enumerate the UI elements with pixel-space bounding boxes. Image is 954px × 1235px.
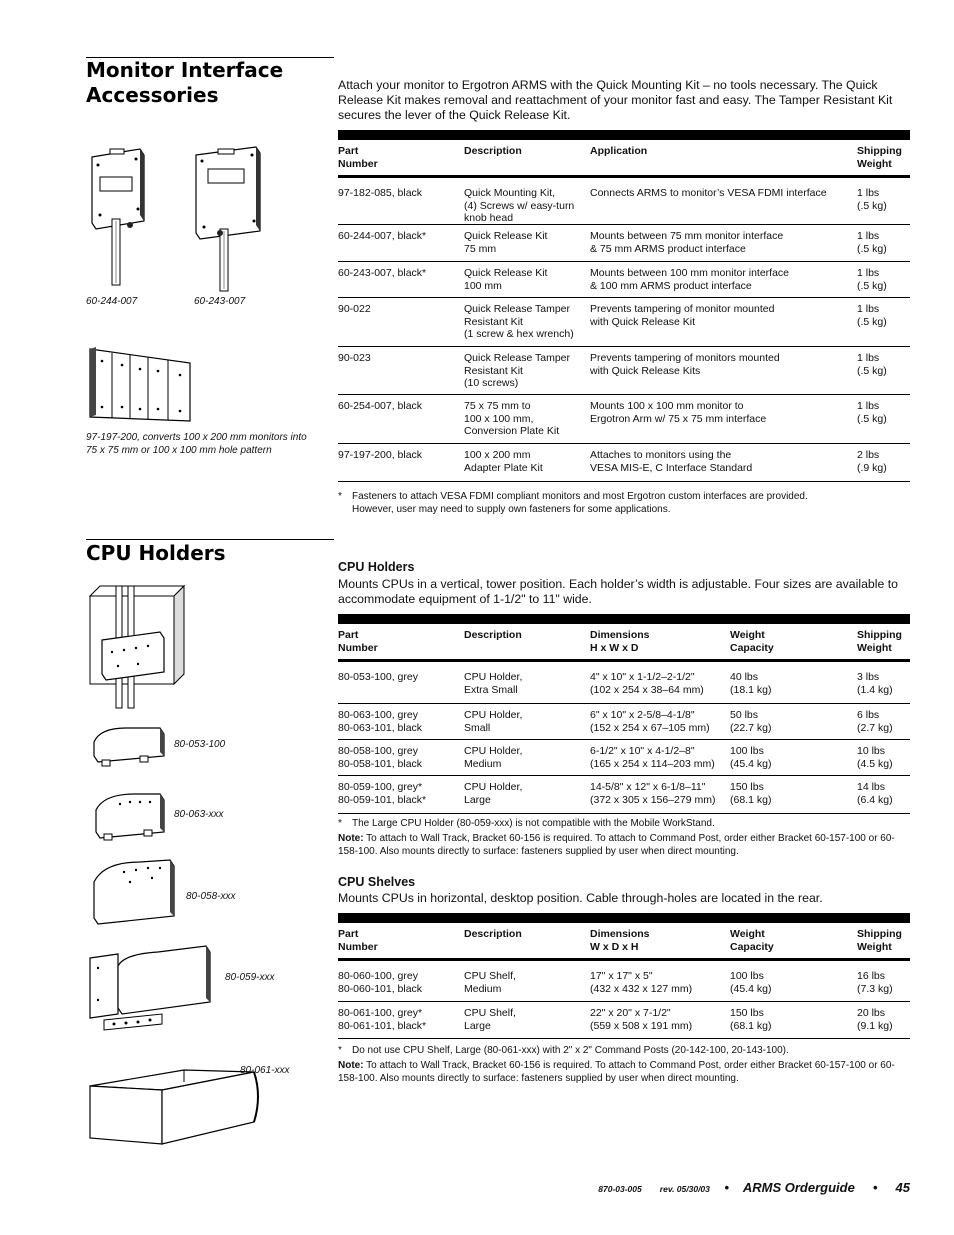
cell-application: Mounts between 75 mm monitor interface & 75 mm ARMS product interface — [590, 230, 784, 255]
cell-part: 80-059-100, grey* 80-059-101, black* — [338, 781, 427, 806]
cell-part: 80-060-100, grey 80-060-101, black — [338, 970, 423, 995]
holders-footnote-mark: * — [338, 818, 342, 829]
header-weight-capacity: Weight Capacity — [730, 629, 774, 654]
header-dimensions: Dimensions W x D x H — [590, 928, 650, 953]
caption-80-059-xxx: 80-059-xxx — [225, 972, 275, 983]
table-row — [338, 225, 910, 262]
cell-part: 80-058-100, grey 80-058-101, black — [338, 745, 423, 770]
cell-weight: 1 lbs (.5 kg) — [857, 187, 887, 212]
cell-dimensions: 14-5/8" x 12" x 6-1/8–11" (372 x 305 x 156–279 mm) — [590, 781, 716, 806]
cpu-holders-subhead: CPU Holders — [338, 560, 415, 574]
holders-note — [338, 832, 910, 858]
cell-part: 60-244-007, black* — [338, 230, 427, 242]
cell-part: 60-243-007, black* — [338, 267, 427, 279]
table-top-bar — [338, 130, 910, 140]
cell-capacity: 40 lbs (18.1 kg) — [730, 671, 772, 696]
monitor-title-line1: Monitor Interface — [86, 58, 284, 82]
cell-weight: 1 lbs (.5 kg) — [857, 303, 887, 328]
section-rule-cpu — [86, 539, 334, 540]
header-dimensions: Dimensions H x W x D — [590, 629, 650, 654]
cell-description: CPU Holder, Large — [464, 781, 523, 806]
cpu-shelves-table — [338, 913, 910, 1039]
shelves-footnote: Do not use CPU Shelf, Large (80-061-xxx) with 2" x 2" Command Posts (20-142-100, 20-143-100). — [352, 1045, 789, 1056]
holders-note-label: Note: — [338, 833, 364, 844]
cpu-holder-mounted-illustration — [88, 582, 188, 710]
table-row — [338, 740, 910, 776]
cell-dimensions: 6-1/2" x 10" x 4-1/2–8" (165 x 254 x 114–203 mm) — [590, 745, 715, 770]
cpu-shelves-subhead: CPU Shelves — [338, 875, 416, 889]
table-top-bar — [338, 614, 910, 624]
caption-60-243-007: 60-243-007 — [194, 296, 246, 307]
cell-application: Attaches to monitors using the VESA MIS-E, C Interface Standard — [590, 449, 753, 474]
page-footer — [598, 1180, 910, 1195]
cpu-holder-large-illustration — [88, 944, 214, 1038]
cell-description: 100 x 200 mm Adapter Plate Kit — [464, 449, 543, 474]
table-row — [338, 961, 910, 1002]
shelves-note-text: To attach to Wall Track, Bracket 60-156 is required. To attach to Command Post, order either Bracket 60-157-100 or 60-158-100. Also mounts directly to surface: fasteners supplied by user when direct mounting. — [338, 1060, 895, 1084]
cell-description: Quick Release Kit 75 mm — [464, 230, 548, 255]
header-shipping-weight: Shipping Weight — [857, 629, 902, 654]
footer-revision: rev. 05/30/03 — [659, 1184, 710, 1194]
table-row — [338, 704, 910, 740]
cell-application: Prevents tampering of monitors mounted with Quick Release Kits — [590, 352, 780, 377]
cell-application: Mounts between 100 mm monitor interface & 100 mm ARMS product interface — [590, 267, 790, 292]
cell-dimensions: 4" x 10" x 1-1/2–2-1/2" (102 x 254 x 38–64 mm) — [590, 671, 704, 696]
shelves-footnote-mark: * — [338, 1045, 342, 1056]
table-row — [338, 178, 910, 225]
cpu-section-title: CPU Holders — [86, 541, 226, 565]
table-top-bar — [338, 913, 910, 923]
cell-weight: 6 lbs (2.7 kg) — [857, 709, 893, 734]
caption-60-244-007: 60-244-007 — [86, 296, 138, 307]
cell-part: 60-254-007, black — [338, 400, 423, 412]
quick-release-75-illustration — [88, 145, 150, 287]
cell-capacity: 100 lbs (45.4 kg) — [730, 970, 772, 995]
table-row — [338, 662, 910, 704]
cpu-holder-xs-illustration — [90, 722, 168, 770]
table-header-row — [338, 923, 910, 961]
cell-description: Quick Release Tamper Resistant Kit (10 screws) — [464, 352, 571, 389]
header-part-number: Part Number — [338, 629, 378, 654]
quick-release-100-illustration — [192, 145, 264, 293]
cell-application: Prevents tampering of monitor mounted with Quick Release Kit — [590, 303, 775, 328]
footer-page-number: 45 — [895, 1180, 910, 1195]
table-row — [338, 776, 910, 814]
monitor-footnote-mark: * — [338, 491, 342, 502]
table-header-row — [338, 624, 910, 662]
cell-part: 80-053-100, grey — [338, 671, 418, 683]
cell-description: Quick Release Tamper Resistant Kit (1 screw & hex wrench) — [464, 303, 574, 340]
header-description: Description — [464, 145, 522, 157]
monitor-section-title — [86, 58, 283, 108]
cell-weight: 16 lbs (7.3 kg) — [857, 970, 893, 995]
cell-weight: 2 lbs (.9 kg) — [857, 449, 887, 474]
cell-part: 97-182-085, black — [338, 187, 423, 199]
cell-description: CPU Holder, Medium — [464, 745, 523, 770]
cell-weight: 1 lbs (.5 kg) — [857, 400, 887, 425]
footer-doc-number: 870-03-005 — [598, 1184, 642, 1194]
cpu-holder-medium-illustration — [90, 856, 178, 928]
cpu-holders-table — [338, 614, 910, 814]
header-weight-capacity: Weight Capacity — [730, 928, 774, 953]
cell-part: 90-023 — [338, 352, 371, 364]
shelves-note — [338, 1059, 910, 1085]
table-row — [338, 395, 910, 444]
table-header-row — [338, 140, 910, 178]
shelves-note-label: Note: — [338, 1060, 364, 1071]
cell-description: 75 x 75 mm to 100 x 100 mm, Conversion Plate Kit — [464, 400, 560, 437]
table-row — [338, 298, 910, 347]
cell-capacity: 50 lbs (22.7 kg) — [730, 709, 772, 734]
cell-description: CPU Shelf, Medium — [464, 970, 516, 995]
table-row — [338, 1002, 910, 1039]
cpu-shelves-intro: Mounts CPUs in horizontal, desktop position. Cable through-holes are located in the rear. — [338, 891, 823, 905]
table-row — [338, 347, 910, 395]
footer-bullet: • — [872, 1180, 878, 1195]
header-application: Application — [590, 145, 648, 157]
header-part-number: Part Number — [338, 928, 378, 953]
cell-weight: 1 lbs (.5 kg) — [857, 352, 887, 377]
caption-80-058-xxx: 80-058-xxx — [186, 891, 236, 902]
holders-note-text: To attach to Wall Track, Bracket 60-156 is required. To attach to Command Post, order either Bracket 60-157-100 or 60-158-100. Also mounts directly to surface: fasteners supplied by user when direct mounting. — [338, 833, 895, 857]
monitor-footnote: Fasteners to attach VESA FDMI compliant monitors and most Ergotron custom interfaces are provided. However, user may need to supply own fasteners for some applications. — [352, 491, 808, 515]
cpu-shelf-illustration — [86, 1066, 266, 1148]
cell-weight: 10 lbs (4.5 kg) — [857, 745, 893, 770]
cell-part: 97-197-200, black — [338, 449, 423, 461]
header-description: Description — [464, 928, 522, 940]
cell-dimensions: 6" x 10" x 2-5/8–4-1/8" (152 x 254 x 67–105 mm) — [590, 709, 710, 734]
caption-80-061-xxx: 80-061-xxx — [240, 1065, 290, 1076]
caption-80-063-xxx: 80-063-xxx — [174, 809, 224, 820]
caption-97-197-200: 97-197-200, converts 100 x 200 mm monitors into 75 x 75 mm or 100 x 100 mm hole pattern — [86, 432, 307, 456]
cell-application: Mounts 100 x 100 mm monitor to Ergotron Arm w/ 75 x 75 mm interface — [590, 400, 767, 425]
header-shipping-weight: Shipping Weight — [857, 145, 902, 170]
caption-80-053-100: 80-053-100 — [174, 739, 226, 750]
holders-footnote: The Large CPU Holder (80-059-xxx) is not compatible with the Mobile WorkStand. — [352, 818, 715, 829]
cell-description: CPU Holder, Small — [464, 709, 523, 734]
cell-dimensions: 17" x 17" x 5" (432 x 432 x 127 mm) — [590, 970, 693, 995]
cell-part: 90-022 — [338, 303, 371, 315]
cpu-holder-small-illustration — [90, 790, 170, 844]
cell-capacity: 150 lbs (68.1 kg) — [730, 1007, 772, 1032]
monitor-accessories-table — [338, 130, 910, 482]
cell-part: 80-063-100, grey 80-063-101, black — [338, 709, 423, 734]
cpu-holders-intro: Mounts CPUs in a vertical, tower position. Each holder’s width is adjustable. Four sizes are available to accommodate equipment of 1-1/2" to 11" wide. — [338, 577, 899, 606]
cell-description: Quick Release Kit 100 mm — [464, 267, 548, 292]
cell-weight: 14 lbs (6.4 kg) — [857, 781, 893, 806]
header-part-number: Part Number — [338, 145, 378, 170]
cell-description: Quick Mounting Kit, (4) Screws w/ easy-turn knob head — [464, 187, 575, 224]
adapter-plate-illustration — [86, 345, 196, 425]
footer-bullet: • — [724, 1180, 729, 1195]
cell-weight: 1 lbs (.5 kg) — [857, 267, 887, 292]
cell-capacity: 100 lbs (45.4 kg) — [730, 745, 772, 770]
cell-description: CPU Holder, Extra Small — [464, 671, 523, 696]
cell-capacity: 150 lbs (68.1 kg) — [730, 781, 772, 806]
table-row — [338, 262, 910, 298]
monitor-intro: Attach your monitor to Ergotron ARMS with the Quick Mounting Kit – no tools necessary. The Quick Release Kit makes removal and reattachment of your monitor fast and easy. The Tamper Resistant Kit secures the lever of the Quick Release Kit. — [338, 78, 893, 122]
table-row — [338, 444, 910, 482]
footer-guide-title: ARMS Orderguide — [742, 1180, 855, 1195]
cell-description: CPU Shelf, Large — [464, 1007, 516, 1032]
cell-application: Connects ARMS to monitor’s VESA FDMI interface — [590, 187, 827, 199]
header-description: Description — [464, 629, 522, 641]
cell-dimensions: 22" x 20" x 7-1/2" (559 x 508 x 191 mm) — [590, 1007, 693, 1032]
cell-weight: 20 lbs (9.1 kg) — [857, 1007, 893, 1032]
cell-part: 80-061-100, grey* 80-061-101, black* — [338, 1007, 427, 1032]
monitor-title-line2: Accessories — [86, 83, 219, 107]
cell-weight: 3 lbs (1.4 kg) — [857, 671, 893, 696]
header-shipping-weight: Shipping Weight — [857, 928, 902, 953]
cell-weight: 1 lbs (.5 kg) — [857, 230, 887, 255]
